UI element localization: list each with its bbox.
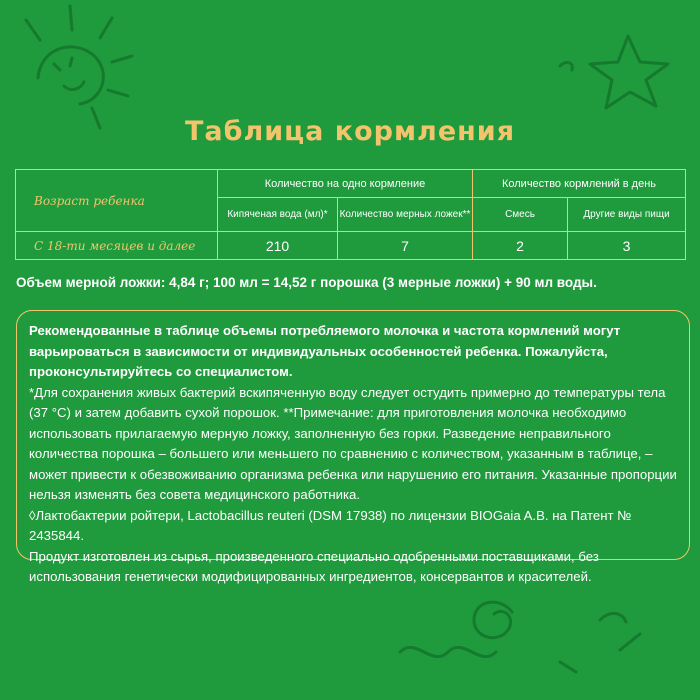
table-header-row [16, 170, 686, 198]
lactobacilli-text: ◊Лактобактерии ройтери, Lactobacillus reuteri (DSM 17938) по лицензии BIOGaia A.B. на Патент № 2435844. [29, 507, 632, 543]
water-header: Кипяченая вода (мл)* [218, 198, 338, 232]
age-header: Возраст ребенка [16, 170, 218, 232]
per-feeding-header: Количество на одно кормление [218, 170, 473, 198]
spoon-volume-info: Объем мерной ложки: 4,84 г; 100 мл = 14,52 г порошка (3 мерные ложки) + 90 мл воды. [16, 275, 597, 290]
other-food-header: Другие виды пищи [568, 198, 686, 232]
other-food-value: 3 [568, 232, 686, 260]
star-doodle-icon [560, 36, 668, 108]
recommendation-text: Рекомендованные в таблице объемы потребляемого молочка и частота кормлений могут варьироваться в зависимости от индивидуальных особенностей ребенка. Пожалуйста, проконсультируйтесь со специалистом. [29, 323, 621, 379]
page-title: Таблица кормления [184, 116, 516, 147]
notes-box [16, 310, 690, 584]
production-text: Продукт изготовлен из сырья, произведенного специально одобренными поставщиками, без использования генетически модифицированных ингредиентов, консервантов и красителей. [29, 548, 599, 584]
formula-header: Смесь [473, 198, 568, 232]
sun-doodle-icon [26, 6, 132, 128]
spoons-value: 7 [338, 232, 473, 260]
water-value: 210 [218, 232, 338, 260]
table-row [16, 232, 686, 260]
feeding-table [15, 169, 686, 260]
spoons-header: Количество мерных ложек** [338, 198, 473, 232]
formula-value: 2 [473, 232, 568, 260]
age-value: С 18-ти месяцев и далее [16, 232, 218, 260]
footnote-text: *Для сохранения живых бактерий вскипяченную воду следует остудить примерно до температуры тела (37 °C) и затем добавить сухой порошок. **Примечание: для приготовления молочка необходимо использовать прилагаемую мерную ложку, заполненную без горки. Разведение неправильного количества порошка – большего или меньшего по сравнению с количеством, указанным в таблице, – может привести к обезвоживанию организма ребенка или нарушению его питания. Указанные пропорции нельзя изменять без совета медицинского работника. [29, 384, 677, 502]
swirl-doodle-icon [400, 602, 640, 672]
feedings-per-day-header: Количество кормлений в день [473, 170, 686, 198]
